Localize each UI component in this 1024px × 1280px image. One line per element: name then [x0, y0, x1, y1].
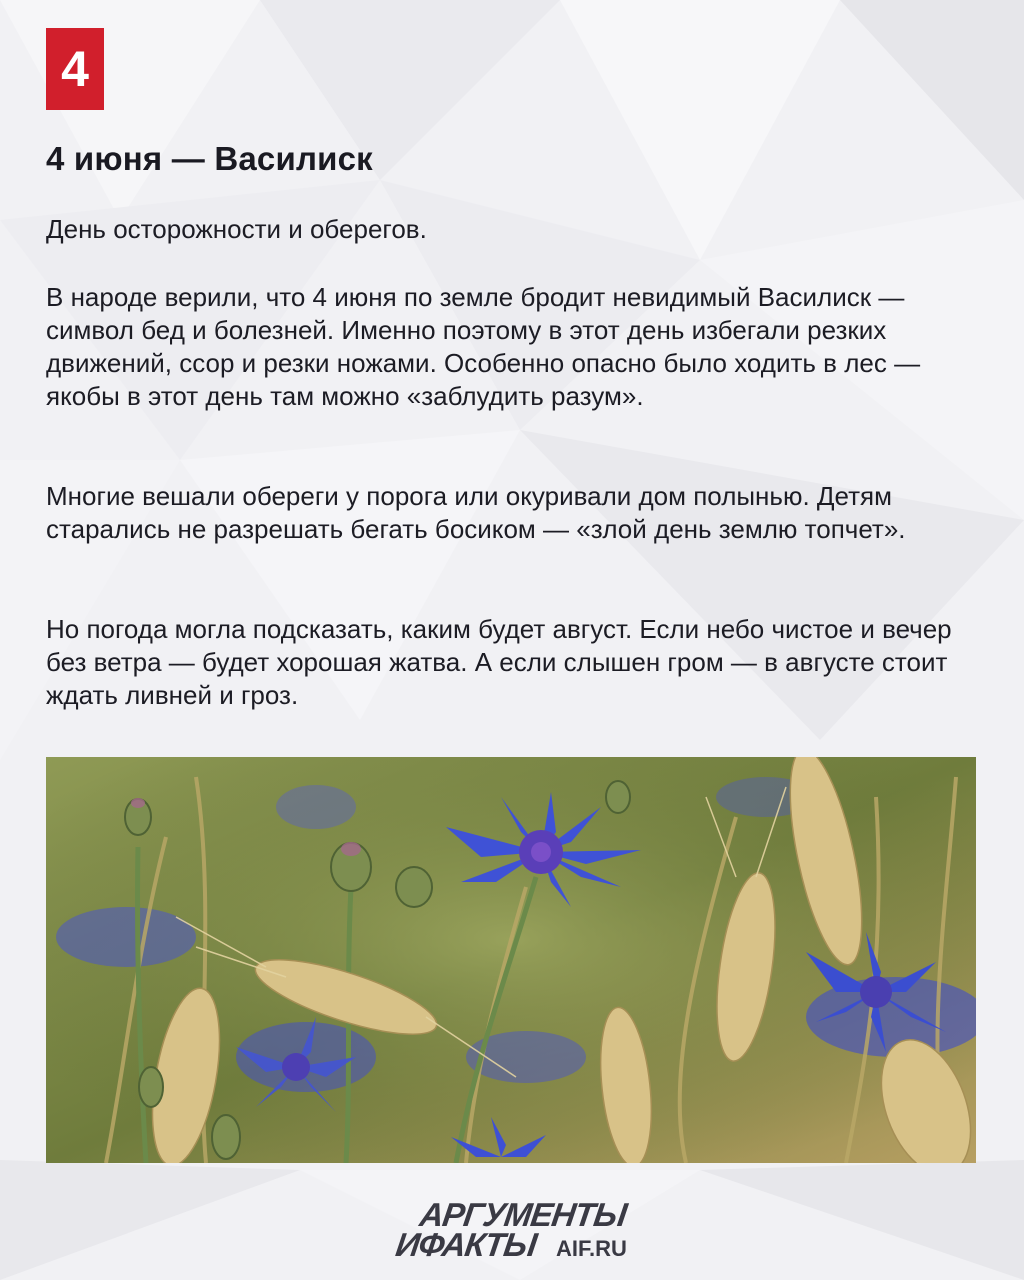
- paragraph-2: Многие вешали обереги у порога или окуривали дом полынью. Детям старались не разрешать бегать босиком — «злой день землю топчет».: [46, 481, 906, 544]
- page-title: 4 июня — Василиск: [46, 140, 373, 177]
- aif-logo: [393, 1196, 656, 1263]
- paragraph-3: Но погода могла подсказать, каким будет август. Если небо чистое и вечер без ветра — будет хорошая жатва. А если слышен гром — в августе стоит ждать ливней и гроз.: [46, 614, 952, 710]
- logo-line-2: ИФАКТЫ: [393, 1226, 539, 1263]
- logo-site: AIF.RU: [556, 1236, 627, 1261]
- paragraph-1: В народе верили, что 4 июня по земле бродит невидимый Василиск — символ бед и болезней. Именно поэтому в этот день избегали резких движений, ссор и резки ножами. Особенно опасно было ходить в лес — якобы в этот день там можно «заблудить разум».: [46, 282, 921, 411]
- logo-line-1: АРГУМЕНТЫ: [417, 1196, 629, 1233]
- lead-text: День осторожности и оберегов.: [46, 214, 427, 244]
- cornflower-field-photo: [46, 757, 976, 1163]
- day-number-badge: 4: [46, 28, 104, 110]
